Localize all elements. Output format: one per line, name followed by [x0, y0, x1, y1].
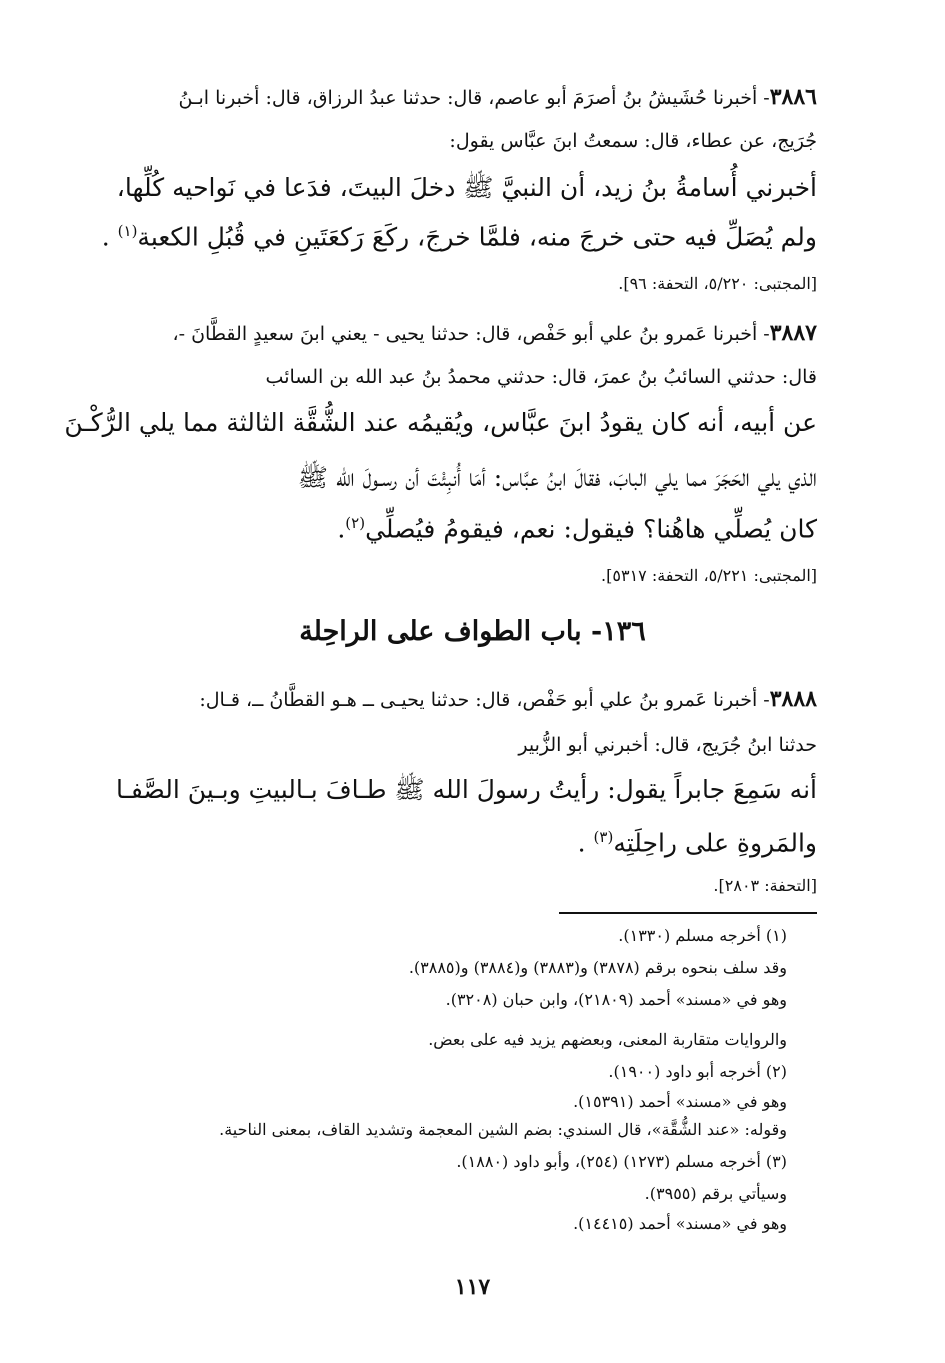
footnote-line: (٣) أخرجه مسلم (١٢٧٣) (٢٥٤)، وأبو داود (١٨٨٠). [456, 1152, 787, 1171]
hadith-3887-isnad-line-2: قال: حدثني السائبُ بنُ عمرَ، قال: حدثني محمدُ بنُ عبد الله بن السائب [265, 366, 817, 388]
footnote-line: وهو في «مسند» أحمد (١٤٤١٥). [573, 1214, 787, 1233]
footnote-line: وقد سلف بنحوه برقم (٣٨٧٨) و(٣٨٨٣) و(٣٨٨٤) و(٣٨٨٥). [408, 958, 787, 977]
hadith-3886-matn-line-1: أخبرني أُسامةُ بنُ زيد، أن النبيَّ ﷺ دخلَ البيتَ، فدَعا في نَواحيه كُلِّها، [116, 173, 817, 202]
hadith-3886-reference: [المجتبى: ٥/٢٢٠، التحفة: ٩٦]. [618, 274, 817, 293]
hadith-3888-reference: [التحفة: ٢٨٠٣]. [713, 876, 817, 895]
hadith-3888-isnad-line-1: ٣٨٨٨- أخبرنا عَمرو بنُ علي أبو حَفْص، قال: حدثنا يحيـى ــ هـو القطَّانُ ــ، قـال: [199, 686, 817, 712]
hadith-3886-matn-line-2: ولم يُصَلِّ فيه حتى خرجَ منه، فلمَّا خرجَ، ركَعَ رَكعَتَينِ في قُبُلِ الكعبة$^{(١)}$ . [101, 222, 817, 252]
footnote-line: وهو في «مسند» أحمد (١٥٣٩١). [573, 1092, 787, 1111]
hadith-number: ٣٨٨٧ [769, 320, 817, 346]
hadith-3888-isnad-line-2: حدثنا ابنُ جُرَيج، قال: أخبرني أبو الزُّبير [518, 734, 817, 756]
footnote-line: والروايات متقاربة المعنى، وبعضهم يزيد فيه على بعض. [428, 1030, 787, 1049]
footnote-separator [559, 912, 817, 914]
hadith-3888-matn-line-2: والمَروةِ على راحِلَتِه$^{(٣)}$ . [577, 828, 817, 858]
footnote-marker: (١) [117, 222, 138, 240]
footnote-line: وسيأتي برقم (٣٩٥٥). [644, 1184, 787, 1203]
chapter-heading: ١٣٦- باب الطواف على الراحِلة [299, 616, 646, 647]
hadith-3888-matn-line-1: أنه سَمِعَ جابراً يقول: رأيتُ رسولَ الله ﷺ طـافَ بـالبيتِ وبـينَ الصَّفـا [115, 775, 817, 804]
footnote-marker: (٣) [593, 828, 614, 846]
footnote-marker: (٢) [345, 514, 366, 532]
hadith-3886-isnad-line-2: جُرَيج، عن عطاء، قال: سمعتُ ابنَ عبَّاس يقول: [449, 130, 817, 152]
hadith-3887-matn-line-1: عن أبيه، أنه كان يقودُ ابنَ عبَّاس، ويُقيمُه عند الشُّقَّة الثالثة مما يلي الرُّكْـنَ [64, 408, 817, 437]
footnote-line: وهو في «مسند» أحمد (٢١٨٠٩)، وابن حبان (٣٢٠٨). [445, 990, 787, 1009]
hadith-3887-reference: [المجتبى: ٥/٢٢١، التحفة: ٥٣١٧]. [601, 566, 817, 585]
hadith-3887-matn-line-2: الذي يلي الحَجَرَ مما يلي البابَ، فقالَ ابنُ عبَّاس: أمَا أُنبِئْتَ أن رسـولَ الله ﷺ [297, 463, 817, 492]
hadith-3886-isnad-line-1: ٣٨٨٦- أخبرنا حُشَيشُ بنُ أصرَمَ أبو عاصم، قال: حدثنا عبدُ الرزاق، قال: أخبرنا ابـنُ [178, 84, 817, 110]
hadith-3887-isnad-line-1: ٣٨٨٧- أخبرنا عَمرو بنُ علي أبو حَفْص، قال: حدثنا يحيى - يعني ابنَ سعيدٍ القطَّانَ -، [172, 320, 817, 346]
hadith-number: ٣٨٨٦ [769, 84, 817, 110]
hadith-3887-matn-line-3: كان يُصلِّي هاهُنا؟ فيقول: نعم، فيقومُ فيُصلِّي$^{(٢)}$. [337, 514, 817, 544]
footnote-line: (٢) أخرجه أبو داود (١٩٠٠). [608, 1062, 787, 1081]
hadith-number: ٣٨٨٨ [769, 686, 817, 712]
page-number: ١١٧ [454, 1274, 491, 1300]
footnote-line: وقوله: «عند الشُّقَّة»، قال السندي: بضم الشين المعجمة وتشديد القاف، بمعنى الناحية. [219, 1120, 787, 1139]
footnote-line: (١) أخرجه مسلم (١٣٣٠). [618, 926, 787, 945]
